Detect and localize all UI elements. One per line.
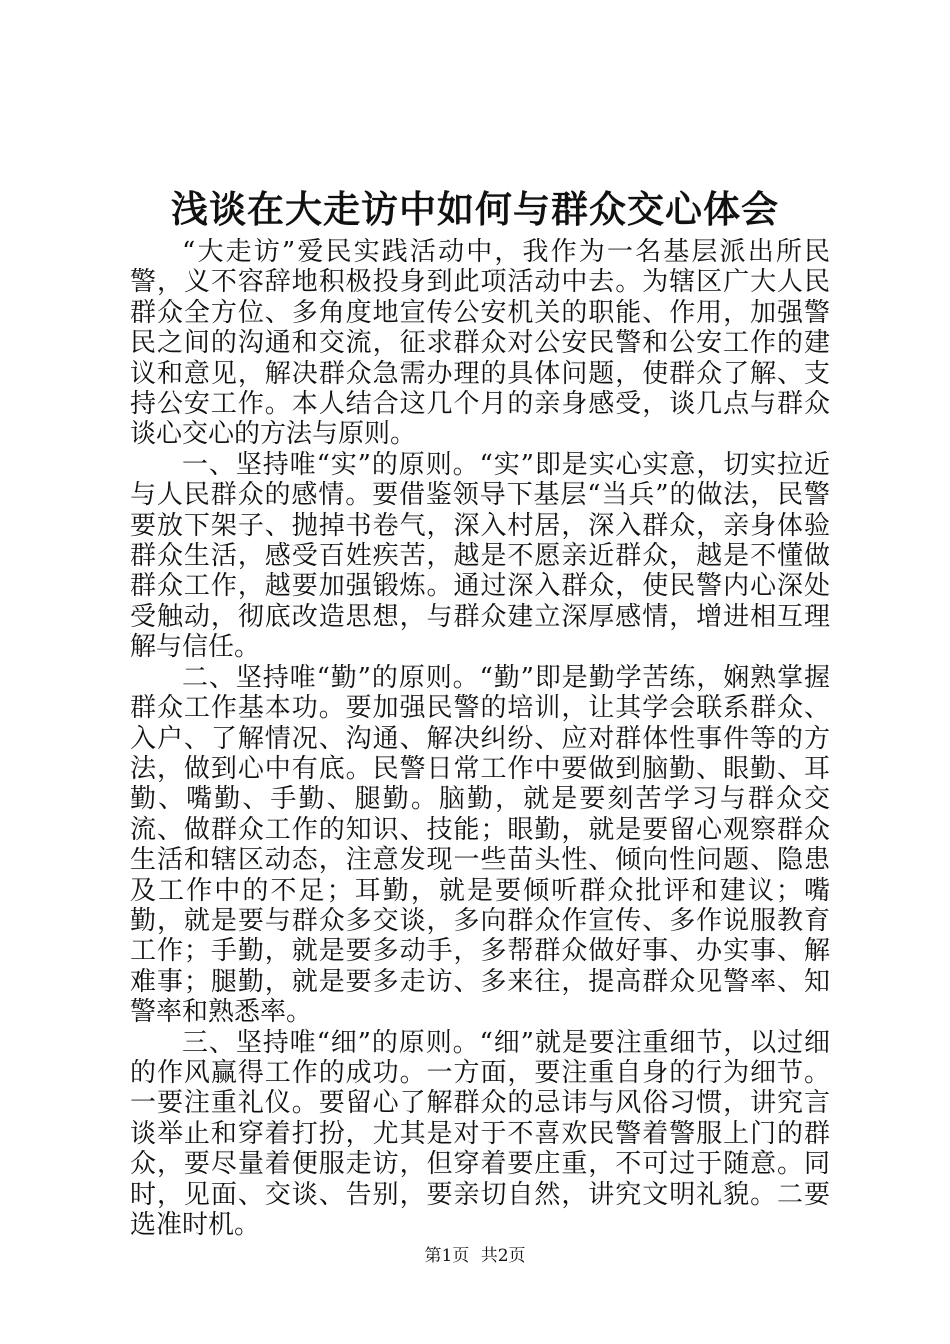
paragraph-principle-qin: 二、坚持唯“勤”的原则。“勤”即是勤学苦练，娴熟掌握群众工作基本功。要加强民警的培训，让其学会联系群众、入户、了解情况、沟通、解决纠纷、应对群体性事件等的方法，做到心中有底。民警日常工作中要做到脑勤、眼勤、耳勤、嘴勤、手勤、腿勤。脑勤，就是要刻苦学习与群众交流、做群众工作的知识、技能；眼勤，就是要留心观察群众生活和辖区动态，注意发现一些苗头性、倾向性问题、隐患及工作中的不足；耳勤，就是要倾听群众批评和建议；嘴勤，就是要与群众多交谈，多向群众作宣传、多作说服教育工作；手勤，就是要多动手，多帮群众做好事、办实事、解难事；腿勤，就是要多走访、多来往，提高群众见警率、知警率和熟悉率。 xyxy=(130,662,830,1028)
paragraph-intro: “大走访”爱民实践活动中，我作为一名基层派出所民警，义不容辞地积极投身到此项活动中去。为辖区广大人民群众全方位、多角度地宣传公安机关的职能、作用，加强警民之间的沟通和交流，征求群众对公安民警和公安工作的建议和意见，解决群众急需办理的具体问题，使群众了解、支持公安工作。本人结合这几个月的亲身感受，谈几点与群众谈心交心的方法与原则。 xyxy=(130,237,830,450)
page-footer xyxy=(0,1244,950,1268)
document-body xyxy=(130,237,830,1240)
document-title: 浅谈在大走访中如何与群众交心体会 xyxy=(171,187,779,231)
paragraph-principle-shi: 一、坚持唯“实”的原则。“实”即是实心实意，切实拉近与人民群众的感情。要借鉴领导下基层“当兵”的做法，民警要放下架子、抛掉书卷气，深入村居，深入群众，亲身体验群众生活，感受百姓疾苦，越是不愿亲近群众，越是不懂做群众工作，越要加强锻炼。通过深入群众，使民警内心深处受触动，彻底改造思想，与群众建立深厚感情，增进相互理解与信任。 xyxy=(130,449,830,663)
page-number-total: 共2页 xyxy=(480,1246,526,1266)
paragraph-principle-xi: 三、坚持唯“细”的原则。“细”就是要注重细节，以过细的作风赢得工作的成功。一方面，要注重自身的行为细节。一要注重礼仪。要留心了解群众的忌讳与风俗习惯，讲究言谈举止和穿着打扮，尤其是对于不喜欢民警着警服上门的群众，要尽量着便服走访，但穿着要庄重，不可过于随意。同时，见面、交谈、告别，要亲切自然，讲究文明礼貌。二要选准时机。 xyxy=(130,1027,830,1240)
page-number-current: 第1页 xyxy=(424,1246,470,1266)
